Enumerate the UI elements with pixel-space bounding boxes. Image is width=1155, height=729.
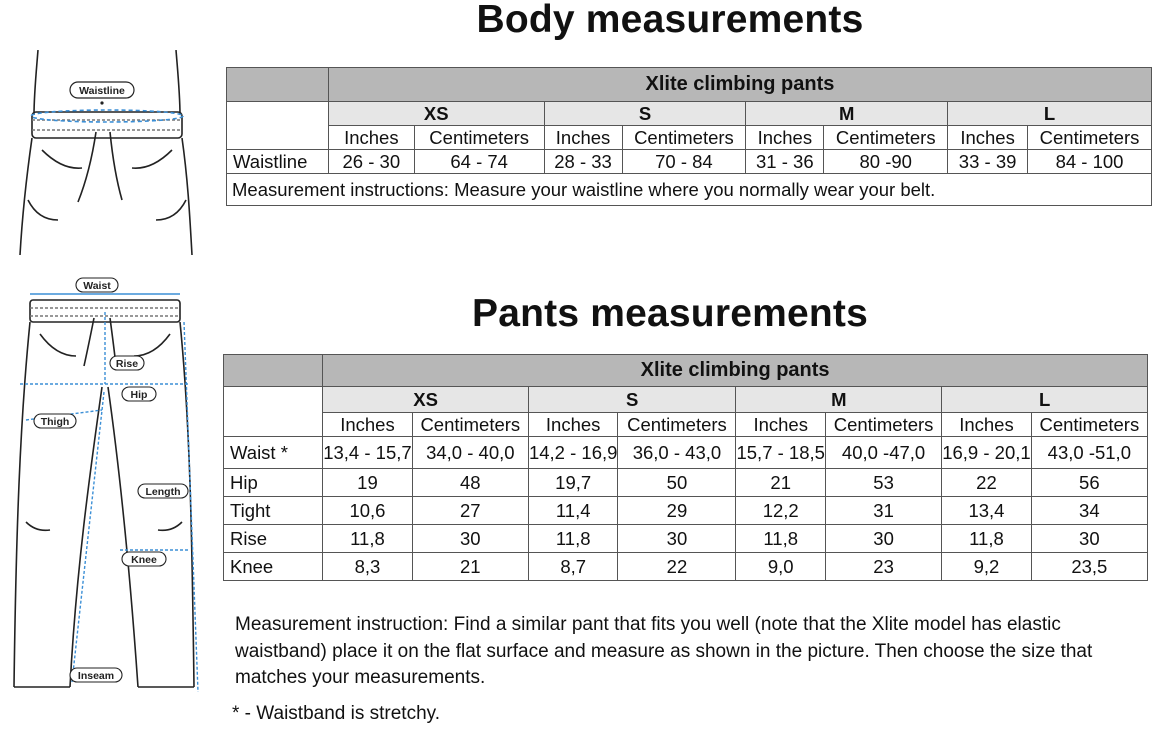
table-cell: 16,9 - 20,1 [942, 437, 1031, 469]
label-rise: Rise [115, 358, 139, 370]
table-cell: 33 - 39 [948, 150, 1028, 174]
unit-inches: Inches [528, 413, 617, 437]
table-cell: 30 [825, 525, 941, 553]
table-cell: 13,4 - 15,7 [323, 437, 412, 469]
unit-inches: Inches [323, 413, 412, 437]
unit-inches: Inches [328, 126, 414, 150]
row-label: Rise [224, 525, 323, 553]
size-xs: XS [323, 387, 529, 413]
waistband-footnote: * - Waistband is stretchy. [232, 703, 441, 724]
label-hip: Hip [130, 389, 148, 401]
table-cell: 19 [323, 469, 412, 497]
table-cell: 11,8 [736, 525, 825, 553]
size-s: S [544, 102, 746, 126]
table-cell: 29 [618, 497, 736, 525]
pants-table-title: Xlite climbing pants [323, 355, 1148, 387]
table-cell: 23,5 [1031, 553, 1147, 581]
table-cell: 11,8 [323, 525, 412, 553]
table-cell: 64 - 74 [414, 150, 544, 174]
row-label: Waist * [224, 437, 323, 469]
table-cell: 30 [1031, 525, 1147, 553]
table-row [224, 525, 1148, 553]
table-cell: 9,2 [942, 553, 1031, 581]
instruction-line: Measurement instruction: Find a similar pant that fits you well (note that the Xlite model has elastic [235, 614, 1061, 635]
table-cell: 30 [412, 525, 528, 553]
row-label: Knee [224, 553, 323, 581]
table-cell: 10,6 [323, 497, 412, 525]
table-cell: 43,0 -51,0 [1031, 437, 1147, 469]
table-cell: 15,7 - 18,5 [736, 437, 825, 469]
table-cell: 80 -90 [824, 150, 948, 174]
instruction-line: matches your measurements. [235, 667, 486, 688]
label-thigh: Thigh [40, 416, 70, 428]
unit-centimeters: Centimeters [414, 126, 544, 150]
table-cell: 21 [736, 469, 825, 497]
table-row [224, 553, 1148, 581]
body-table-title: Xlite climbing pants [328, 68, 1151, 102]
unit-centimeters: Centimeters [622, 126, 746, 150]
unit-inches: Inches [948, 126, 1028, 150]
table-cell: 31 [825, 497, 941, 525]
table-cell: 8,7 [528, 553, 617, 581]
unit-centimeters: Centimeters [618, 413, 736, 437]
unit-centimeters: Centimeters [824, 126, 948, 150]
unit-inches: Inches [544, 126, 622, 150]
table-cell: 21 [412, 553, 528, 581]
table-row [224, 497, 1148, 525]
label-inseam: Inseam [77, 670, 115, 682]
table-row [224, 437, 1148, 469]
row-label: Waistline [227, 150, 329, 174]
table-cell: 31 - 36 [746, 150, 824, 174]
table-cell: 70 - 84 [622, 150, 746, 174]
table-cell: 56 [1031, 469, 1147, 497]
body-measurements-table [226, 67, 1152, 206]
table-cell: 11,8 [528, 525, 617, 553]
table-row [227, 150, 1152, 174]
label-waistline: Waistline [79, 85, 125, 97]
pants-measurement-diagram [6, 272, 206, 702]
table-cell: 12,2 [736, 497, 825, 525]
table-cell: 27 [412, 497, 528, 525]
blank-cell [224, 387, 323, 437]
size-l: L [942, 387, 1148, 413]
label-waist: Waist [83, 280, 111, 292]
table-cell: 19,7 [528, 469, 617, 497]
table-cell: 11,8 [942, 525, 1031, 553]
unit-centimeters: Centimeters [1028, 126, 1152, 150]
table-cell: 26 - 30 [328, 150, 414, 174]
size-m: M [746, 102, 948, 126]
label-length: Length [145, 486, 181, 498]
size-xs: XS [328, 102, 544, 126]
instruction-line: waistband) place it on the flat surface and measure as shown in the picture. Then choose the size that [235, 640, 1093, 662]
table-cell: 84 - 100 [1028, 150, 1152, 174]
table-cell: 48 [412, 469, 528, 497]
table-row [224, 469, 1148, 497]
table-cell: 34 [1031, 497, 1147, 525]
table-cell: 34,0 - 40,0 [412, 437, 528, 469]
unit-inches: Inches [736, 413, 825, 437]
body-measurement-instruction: Measurement instructions: Measure your waistline where you normally wear your belt. [227, 174, 1152, 206]
corner-cell [224, 355, 323, 387]
pants-measurements-table [223, 354, 1148, 581]
table-cell: 8,3 [323, 553, 412, 581]
unit-centimeters: Centimeters [412, 413, 528, 437]
table-cell: 9,0 [736, 553, 825, 581]
waistline-diagram [8, 50, 208, 260]
unit-inches: Inches [942, 413, 1031, 437]
table-cell: 40,0 -47,0 [825, 437, 941, 469]
table-cell: 23 [825, 553, 941, 581]
table-cell: 53 [825, 469, 941, 497]
unit-centimeters: Centimeters [825, 413, 941, 437]
table-cell: 30 [618, 525, 736, 553]
unit-centimeters: Centimeters [1031, 413, 1147, 437]
corner-cell [227, 68, 329, 102]
blank-cell [227, 102, 329, 150]
size-l: L [948, 102, 1152, 126]
row-label: Tight [224, 497, 323, 525]
body-measurements-heading: Body measurements [476, 0, 864, 41]
size-s: S [528, 387, 736, 413]
size-m: M [736, 387, 942, 413]
pants-measurement-instruction [235, 612, 1135, 692]
table-cell: 11,4 [528, 497, 617, 525]
table-cell: 50 [618, 469, 736, 497]
label-knee: Knee [131, 554, 157, 566]
table-cell: 36,0 - 43,0 [618, 437, 736, 469]
table-cell: 14,2 - 16,9 [528, 437, 617, 469]
table-cell: 28 - 33 [544, 150, 622, 174]
table-cell: 22 [942, 469, 1031, 497]
unit-inches: Inches [746, 126, 824, 150]
pants-measurements-heading: Pants measurements [472, 292, 868, 335]
table-cell: 13,4 [942, 497, 1031, 525]
row-label: Hip [224, 469, 323, 497]
table-cell: 22 [618, 553, 736, 581]
